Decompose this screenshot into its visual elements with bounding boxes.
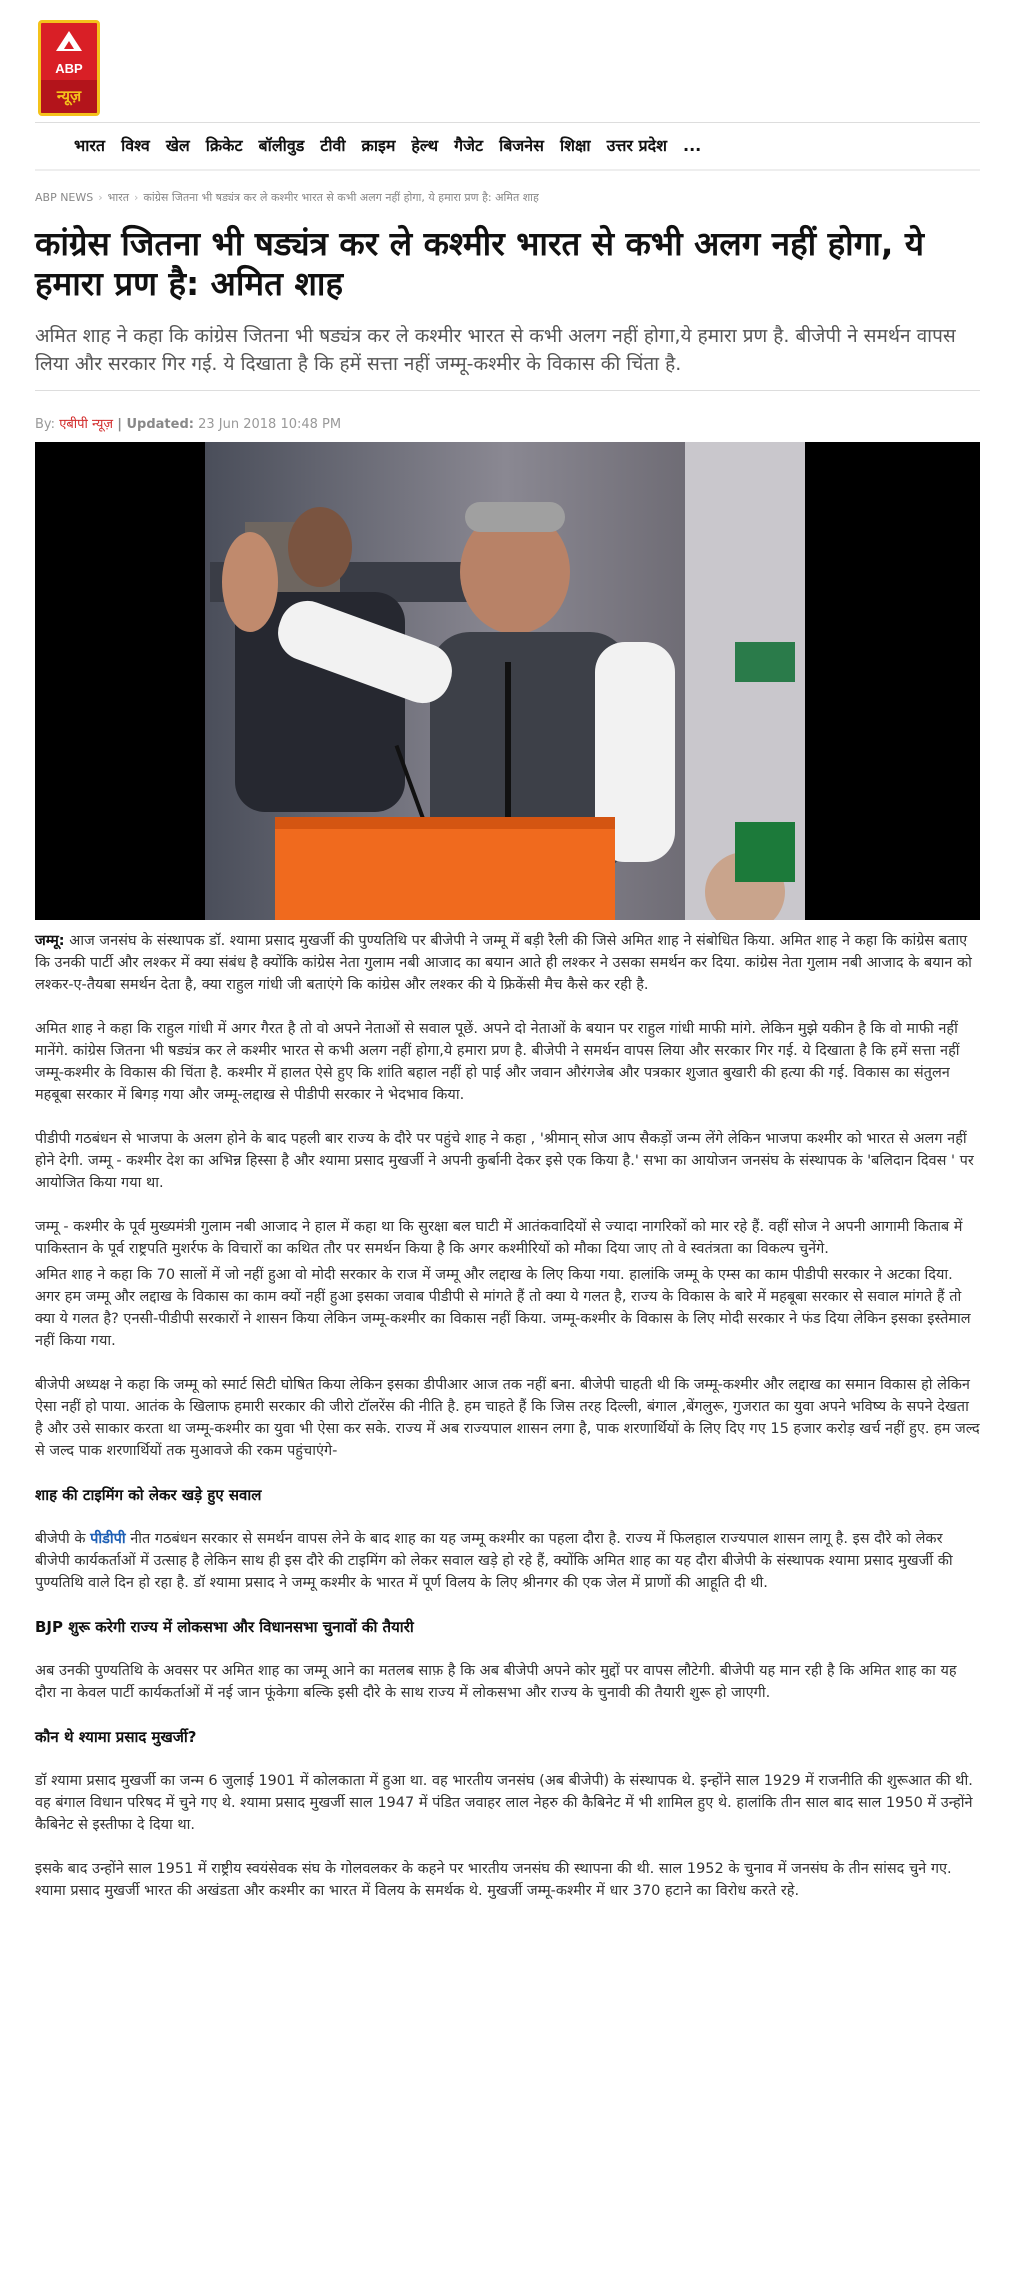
nav-item-bharat[interactable]: भारत bbox=[74, 136, 106, 155]
article-body bbox=[35, 930, 980, 1902]
nav-item-shiksha[interactable]: शिक्षा bbox=[559, 136, 591, 155]
paragraph-9: डॉ श्यामा प्रसाद मुखर्जी का जन्म 6 जुलाई 1901 में कोलकाता में हुआ था. वह भारतीय जनसंघ (अब बीजेपी) के संस्थापक थे. इन्होंने साल 1929 में राजनीति की शुरूआत की थी. वह बंगाल विधान परिषद में चुने गए थे. श्यामा प्रसाद मुखर्जी साल 1947 में पंडित जवाहर लाल नेहरु की कैबिनेट में भी शामिल हुए थे. हालांकि तीन साल बाद साल 1950 में उन्होंने कैबिनेट से इस्तीफा दे दिया था. bbox=[35, 1773, 973, 1833]
logo-news-text: न्यूज़ bbox=[41, 80, 97, 113]
byline bbox=[35, 414, 341, 432]
article-photo bbox=[35, 442, 980, 920]
nav-item-tv[interactable]: टीवी bbox=[320, 136, 346, 155]
breadcrumb-current: कांग्रेस जितना भी षड्यंत्र कर ले कश्मीर भारत से कभी अलग नहीं होगा, ये हमारा प्रण है: अमित शाह bbox=[143, 191, 539, 204]
summary-divider bbox=[35, 390, 980, 391]
nav-item-vishwa[interactable]: विश्व bbox=[121, 136, 150, 155]
paragraph-10: इसके बाद उन्होंने साल 1951 में राष्ट्रीय स्वयंसेवक संघ के गोलवलकर के कहने पर भारतीय जनसंघ की स्थापना की थी. साल 1952 के चुनाव में जनसंघ के तीन सांसद चुने गए. श्यामा प्रसाद मुखर्जी भारत की अखंडता और कश्मीर का भारत में विलय के समर्थक थे. मुखर्जी जम्मू-कश्मीर में धार 370 हटाने का विरोध करते रहे. bbox=[35, 1861, 952, 1899]
speaker-rally-image bbox=[35, 442, 980, 920]
main-nav bbox=[74, 134, 701, 158]
paragraph-3: पीडीपी गठबंधन से भाजपा के अलग होने के बाद पहली बार राज्य के दौरे पर पहुंचे शाह ने कहा , 'श्रीमान् सोज आप सैकड़ों जन्म लेंगे लेकिन भाजपा कश्मीर को भारत से अलग नहीं होने देगी. जम्मू - कश्मीर देश का अभिन्न हिस्सा है और श्यामा प्रसाद मुखर्जी ने अपनी कुर्बानी देकर इसे एक किया है.' सभा का आयोजन जनसंघ के संस्थापक के 'बलिदान दिवस ' पर आयोजित किया गया था. bbox=[35, 1131, 974, 1191]
paragraph-1: जम्मू: आज जनसंघ के संस्थापक डॉ. श्यामा प्रसाद मुखर्जी की पुण्यतिथि पर बीजेपी ने जम्मू में बड़ी रैली की जिसे अमित शाह ने संबोधित किया. अमित शाह ने कहा कि कांग्रेस बताए कि उनकी पार्टी और लश्कर में क्या संबंध है क्योंकि कांग्रेस नेता गुलाम नबी आजाद का बयान आते ही लश्कर ने उसका समर्थन कर दिया. कांग्रेस नेता गुलाम नबी आजाद के बयान को लश्कर-ए-तैयबा समर्थन देता है, क्या राहुल गांधी जी बताएंगे कि कांग्रेस और लश्कर की ये फ्रिकेंसी मैच कैसे कर रही है. bbox=[35, 933, 972, 993]
logo-abp-text: ABP bbox=[55, 61, 83, 76]
nav-item-crime[interactable]: क्राइम bbox=[361, 136, 396, 155]
nav-item-bollywood[interactable]: बॉलीवुड bbox=[258, 136, 305, 155]
paragraph-6: बीजेपी अध्यक्ष ने कहा कि जम्मू को स्मार्ट सिटी घोषित किया लेकिन इसका डीपीआर आज तक नहीं बना. बीजेपी चाहती थी कि जम्मू-कश्मीर और लद्दाख का समान विकास हो लेकिन ऐसा नहीं हो पाया. आतंक के खिलाफ हमारी सरकार की जीरो टॉलरेंस की नीति है. हम चाहते हैं कि जिस तरह दिल्ली, बंगाल ,बेंगलुरू, गुजरात का युवा अपने भविष्य के सपने देखता है और उसे साकार करता था जम्मू-कश्मीर का युवा भी ऐसा कर सके. राज्य में अब राज्यपाल शासन लगा है, पाक शरणार्थियों के लिए दिए गए 15 हजार करोड़ खर्च नहीं हुए. हम जल्द से जल्द पाक शरणार्थियों तक मुआवजे की रकम पहुंचाएंगे- bbox=[35, 1377, 980, 1459]
nav-item-uttar-pradesh[interactable]: उत्तर प्रदेश bbox=[606, 136, 667, 155]
header-divider bbox=[35, 122, 980, 123]
paragraph-8: अब उनकी पुण्यतिथि के अवसर पर अमित शाह का जम्मू आने का मतलब साफ़ है कि अब बीजेपी अपने कोर मुद्दों पर वापस लौटेगी. बीजेपी यह मान रही है कि अमित शाह का यह दौरा ना केवल पार्टी कार्यकर्ताओं में नई जान फूंकेगा बल्कि इसी दौरे के साथ राज्य में लोकसभा और राज्य के चुनावी की तैयारी शुरू हो जाएगी. bbox=[35, 1663, 957, 1701]
pdp-link[interactable]: पीडीपी bbox=[90, 1531, 126, 1547]
subheading-mukherjee: कौन थे श्यामा प्रसाद मुखर्जी? bbox=[35, 1728, 197, 1746]
subheading-timing: शाह की टाइमिंग को लेकर खड़े हुए सवाल bbox=[35, 1486, 262, 1504]
breadcrumb-chevron-icon: › bbox=[134, 191, 139, 204]
nav-item-gadget[interactable]: गैजेट bbox=[454, 136, 484, 155]
nav-item-khel[interactable]: खेल bbox=[165, 136, 190, 155]
updated-label: | Updated: bbox=[117, 417, 194, 432]
breadcrumb-section[interactable]: भारत bbox=[107, 191, 130, 204]
byline-label: By: bbox=[35, 417, 56, 432]
nav-item-health[interactable]: हेल्थ bbox=[411, 136, 439, 155]
paragraph-2: अमित शाह ने कहा कि राहुल गांधी में अगर गैरत है तो वो अपने नेताओं से सवाल पूछें. अपने दो नेताओं के बयान पर राहुल गांधी माफी मांगे. लेकिन मुझे यकीन है कि वो माफी नहीं मानेंगे. कांग्रेस जितना भी षड्यंत्र कर ले कश्मीर भारत से कभी अलग नहीं होगा,ये हमारा प्रण है. बीजेपी ने समर्थन वापस लिया और सरकार गिर गई. ये दिखाता है कि हमें सत्ता नहीं जम्मू-कश्मीर के विकास की चिंता है. कश्मीर में हालत ऐसे हुए कि शांति बहाल नहीं हो पाई और जवान औरंगजेब और पत्रकार शुजात बुखारी की हत्या की गई. विकास का संतुलन महबूबा सरकार में बिगड़ गया और जम्मू-लद्दाख से पीडीपी सरकार ने भेदभाव किया. bbox=[35, 1021, 960, 1103]
dateline: जम्मू: bbox=[35, 933, 65, 949]
author-link[interactable]: एबीपी न्यूज़ bbox=[59, 417, 114, 432]
paragraph-5: अमित शाह ने कहा कि 70 सालों में जो नहीं हुआ वो मोदी सरकार के राज में जम्मू और लद्दाख के लिए किया गया. हालांकि जम्मू के एम्स का काम पीडीपी सरकार ने अटका दिया. अगर हम जम्मू और लद्दाख के विकास का काम क्यों नहीं हुआ इसका जवाब पीडीपी से मांगते हैं तो क्या ये गलत है, राज्य के विकास के बारे में महबूबा सरकार से सवाल मांगते हैं तो क्या ये गलत है? एनसी-पीडीपी सरकारों ने शासन किया लेकिन जम्मू-कश्मीर का विकास नहीं किया. जम्मू-कश्मीर के विकास के लिए मोदी सरकार ने फंड दिया लेकिन इसका इस्तेमाल नहीं किया गया. bbox=[35, 1267, 971, 1349]
abp-news-logo[interactable] bbox=[38, 20, 100, 116]
nav-item-business[interactable]: बिजनेस bbox=[499, 136, 544, 155]
nav-item-cricket[interactable]: क्रिकेट bbox=[205, 136, 243, 155]
paragraph-4: जम्मू - कश्मीर के पूर्व मुख्यमंत्री गुलाम नबी आजाद ने हाल में कहा था कि सुरक्षा बल घाटी में आतंकवादियों से ज्यादा नागरिकों को मार रहे हैं. वहीं सोज ने अपनी आगामी किताब में पाकिस्तान के पूर्व राष्ट्रपति मुशर्रफ के विचारों का कथित तौर पर समर्थन किया है कि अगर कश्मीरियों को मौका दिया जाए तो वे स्वतंत्रता का विकल्प चुनेंगे. bbox=[35, 1219, 963, 1257]
nav-more-button[interactable]: ... bbox=[683, 136, 702, 155]
paragraph-7: बीजेपी के पीडीपी नीत गठबंधन सरकार से समर्थन वापस लेने के बाद शाह का यह जम्मू कश्मीर का पहला दौरा है. राज्य में फिलहाल राज्यपाल शासन लागू है. इस दौरे को लेकर बीजेपी कार्यकर्ताओं में उत्साह है लेकिन साथ ही इस दौरे की टाइमिंग को लेकर सवाल खड़े हो रहे हैं, क्योंकि अमित शाह का यह दौरा बीजेपी के संस्थापक श्यामा प्रसाद मुखर्जी की पुण्यतिथि वाले दिन हो रहा है. डॉ श्यामा प्रसाद ने जम्मू कश्मीर के भारत में पूर्ण विलय के लिए श्रीनगर की एक जेल में प्राणों की आहूति दी थी. bbox=[35, 1531, 953, 1591]
subheading-elections: BJP शुरू करेगी राज्य में लोकसभा और विधानसभा चुनावों की तैयारी bbox=[35, 1618, 414, 1636]
breadcrumb-home[interactable]: ABP NEWS bbox=[35, 191, 94, 204]
updated-time: 23 Jun 2018 10:48 PM bbox=[198, 417, 342, 432]
nav-divider bbox=[35, 169, 980, 171]
breadcrumb bbox=[35, 190, 539, 205]
article-headline: कांग्रेस जितना भी षड्यंत्र कर ले कश्मीर भारत से कभी अलग नहीं होगा, ये हमारा प्रण है: अमित शाह bbox=[35, 224, 925, 303]
article-summary: अमित शाह ने कहा कि कांग्रेस जितना भी षड्यंत्र कर ले कश्मीर भारत से कभी अलग नहीं होगा,ये हमारा प्रण है. बीजेपी ने समर्थन वापस लिया और सरकार गिर गई. ये दिखाता है कि हमें सत्ता नहीं जम्मू-कश्मीर के विकास की चिंता है. bbox=[35, 325, 956, 375]
breadcrumb-chevron-icon: › bbox=[98, 191, 103, 204]
